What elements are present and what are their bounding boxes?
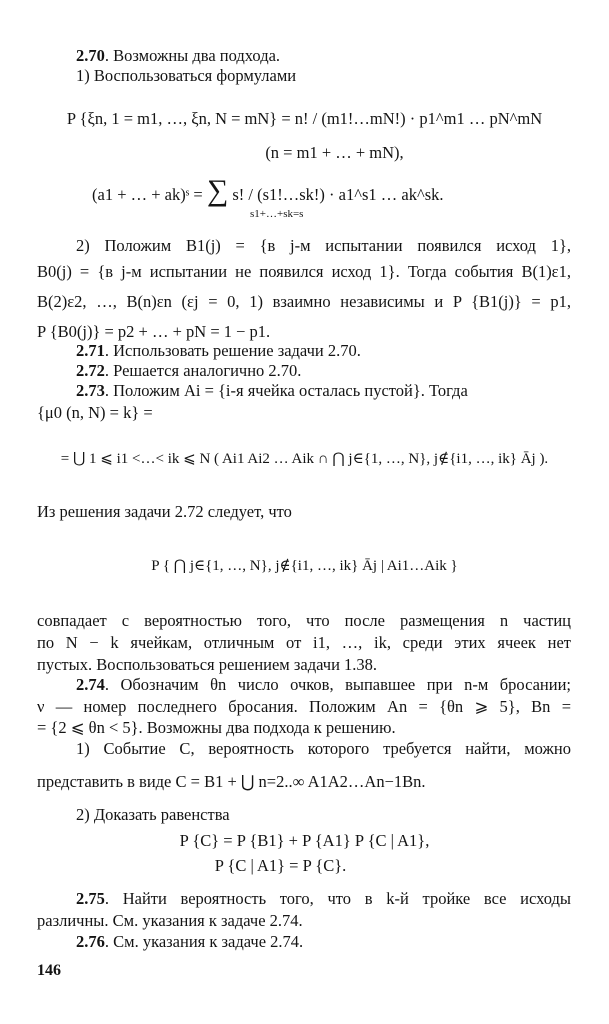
text-line: различны. См. указания к задаче 2.74. — [37, 911, 303, 930]
problem-2-72: 2.72. Решается аналогично 2.70. — [76, 361, 302, 380]
text-line: 1) Событие C, вероятность которого требуется найти, можно — [76, 739, 571, 758]
formula-binomial: (a1 + … + ak)ˢ = ∑ s! / (s1!…sk!) · a1^s1 … ak^sk. — [92, 174, 444, 207]
text-line: B0(j) = {в j-м испытании не появился исход 1}. Тогда события B(1)ε1, — [37, 262, 571, 281]
text-line: B(2)ε2, …, B(n)εn (εj = 0, 1) взаимно независимы и P {B1(j)} = p1, — [37, 292, 571, 311]
text-line: P {B0(j)} = p2 + … + pN = 1 − p1. — [37, 322, 271, 341]
text-line: 1) Воспользоваться формулами — [76, 66, 297, 85]
formula-union: = ⋃ 1 ⩽ i1 <…< ik ⩽ N ( Ai1 Ai2 … Aik ∩ ⋂ j∈{1, …, N}, j∉{i1, …, ik} Āj ). — [60, 451, 549, 467]
formula-condition: (n = m1 + … + mN), — [265, 143, 404, 162]
formula-sum-index: s1+…+sk=s — [250, 208, 304, 220]
problem-2-70-heading: 2.70. Возможны два подхода. — [76, 46, 281, 65]
text-line: 2) Доказать равенства — [76, 805, 230, 824]
problem-2-75: 2.75. Найти вероятность того, что в k-й тройке все исходы — [76, 889, 571, 908]
text-line: пустых. Воспользоваться решением задачи 1.38. — [37, 655, 378, 674]
problem-2-76: 2.76. См. указания к задаче 2.74. — [76, 932, 304, 951]
text-line: по N − k ячейкам, отличным от i1, …, ik, среди этих ячеек нет — [37, 633, 571, 652]
formula-pc-2: P {C | A1} = P {C}. — [214, 856, 347, 875]
formula-pc-1: P {C} = P {B1} + P {A1} P {C | A1}, — [179, 831, 430, 850]
page-number: 146 — [37, 962, 61, 979]
text-line: = {2 ⩽ θn < 5}. Возможны два подхода к решению. — [37, 718, 396, 737]
text-line: ν — номер последнего бросания. Положим An = {θn ⩾ 5}, Bn = — [37, 697, 571, 716]
problem-2-71: 2.71. Использовать решение задачи 2.70. — [76, 341, 361, 360]
text-line: совпадает с вероятностью того, что после размещения n частиц — [37, 611, 571, 630]
formula-conditional: P { ⋂ j∈{1, …, N}, j∉{i1, …, ik} Āj | Ai1…Aik } — [151, 558, 458, 574]
text-line: Из решения задачи 2.72 следует, что — [37, 502, 292, 521]
formula-event-c: представить в виде C = B1 + ⋃ n=2..∞ A1A2…An−1Bn. — [37, 772, 426, 791]
problem-2-74: 2.74. Обозначим θn число очков, выпавшее при n-м бросании; — [76, 675, 571, 694]
problem-2-73: 2.73. Положим Ai = {i-я ячейка осталась пустой}. Тогда — [76, 381, 468, 400]
text-line: 2) Положим B1(j) = {в j-м испытании появился исход 1}, — [76, 236, 571, 255]
formula-multinomial: P {ξn, 1 = m1, …, ξn, N = mN} = n! / (m1!…mN!) · p1^m1 … pN^mN — [66, 109, 543, 128]
text-line: {μ0 (n, N) = k} = — [37, 403, 153, 422]
